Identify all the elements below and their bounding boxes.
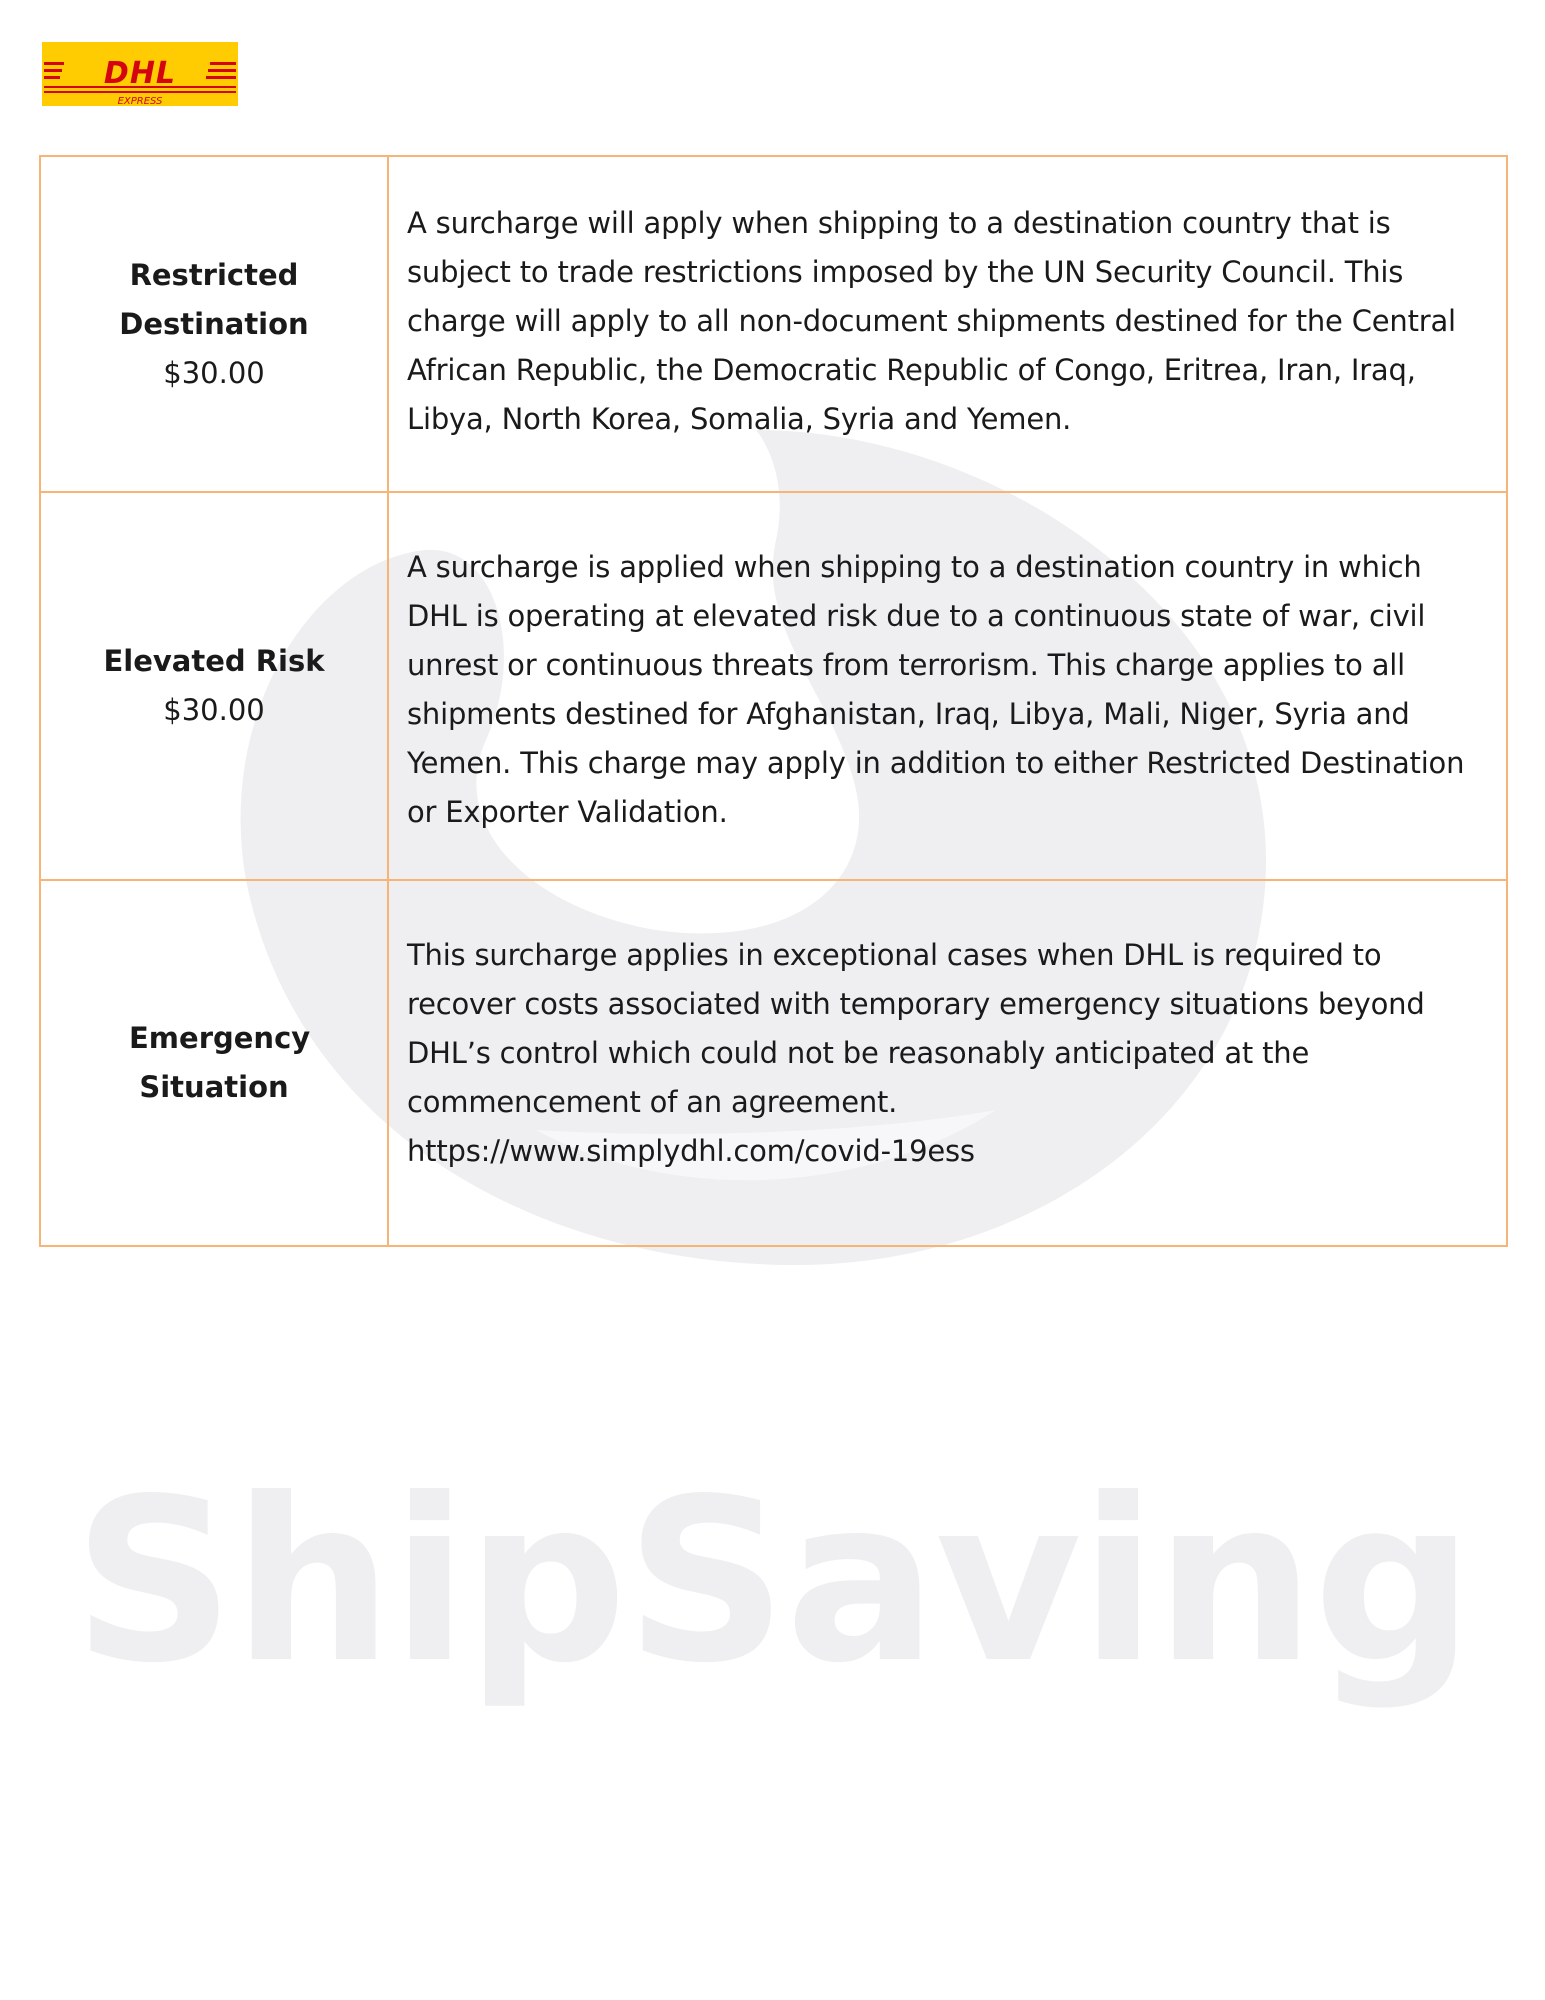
surcharge-name: Emergency Situation [129,1021,311,1104]
table-row [40,156,1507,492]
table-row [40,880,1507,1246]
surcharge-price: $30.00 [163,355,265,390]
surcharge-description: A surcharge is applied when shipping to a destination country in which DHL is operating at elevated risk due to a continuous state of war, civil unrest or continuous threats from terrorism. This charge applies to all shipments destined for Afghanistan, Iraq, Libya, Mali, Niger, Syria and Yemen. This charge may apply in addition to either Restricted Destination or Exporter Validation. [407,550,1465,829]
surcharge-name: Restricted Destination [119,257,309,341]
surcharge-description-cell [388,492,1507,880]
svg-text:EXPRESS: EXPRESS [117,96,163,106]
svg-text:DHL: DHL [103,56,177,91]
surcharge-table [39,155,1508,1247]
surcharge-price: $30.00 [163,693,265,727]
surcharge-label-cell [40,492,388,880]
surcharge-description: A surcharge will apply when shipping to a destination country that is subject to trade restrictions imposed by the UN Security Council. This charge will apply to all non-document shipments destined for the Central African Republic, the Democratic Republic of Congo, Eritrea, Iran, Iraq, Libya, North Korea, Somalia, Syria and Yemen. [407,206,1456,436]
shipsaving-watermark: ShipSaving [72,1451,1473,1713]
table-row [40,492,1507,880]
dhl-express-logo [42,42,238,106]
surcharge-name: Elevated Risk [103,644,325,678]
surcharge-label-cell [40,156,388,492]
surcharge-description: This surcharge applies in exceptional cases when DHL is required to recover costs associated with temporary emergency situations beyond DHL’s control which could not be reasonably anticipated at the commencement of an agreement. [407,938,1425,1119]
surcharge-info-link[interactable]: https://www.simplydhl.com/covid-19ess [407,1134,975,1168]
surcharge-label-cell [40,880,388,1246]
surcharge-description-cell [388,156,1507,492]
surcharge-description-cell [388,880,1507,1246]
